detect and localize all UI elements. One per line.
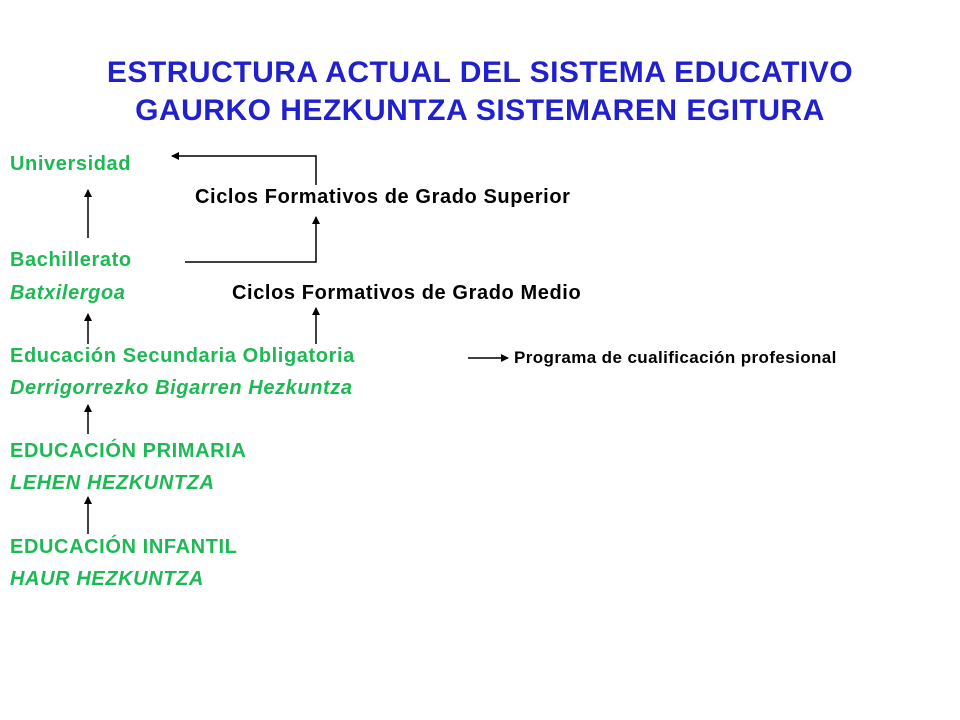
label-bachillerato: Bachillerato <box>10 249 132 271</box>
label-primaria-eu: LEHEN HEZKUNTZA <box>10 472 215 494</box>
arrow-bachillerato-to-ciclos-superior <box>185 217 316 262</box>
label-infantil: EDUCACIÓN INFANTIL <box>10 536 238 558</box>
title-line-1: ESTRUCTURA ACTUAL DEL SISTEMA EDUCATIVO <box>106 56 854 89</box>
label-eso-eu: Derrigorrezko Bigarren Hezkuntza <box>10 377 353 399</box>
label-batxilergoa: Batxilergoa <box>10 282 126 304</box>
label-universidad: Universidad <box>10 153 132 175</box>
arrow-ciclos-superior-to-universidad <box>172 156 316 185</box>
label-ciclos-superior: Ciclos Formativos de Grado Superior <box>195 186 571 208</box>
label-infantil-eu: HAUR HEZKUNTZA <box>10 568 204 590</box>
label-eso: Educación Secundaria Obligatoria <box>10 345 355 367</box>
title-line-2: GAURKO HEZKUNTZA SISTEMAREN EGITURA <box>135 94 825 127</box>
label-primaria: EDUCACIÓN PRIMARIA <box>10 440 247 462</box>
label-ciclos-medio: Ciclos Formativos de Grado Medio <box>232 282 582 304</box>
label-programa: Programa de cualificación profesional <box>514 348 837 367</box>
